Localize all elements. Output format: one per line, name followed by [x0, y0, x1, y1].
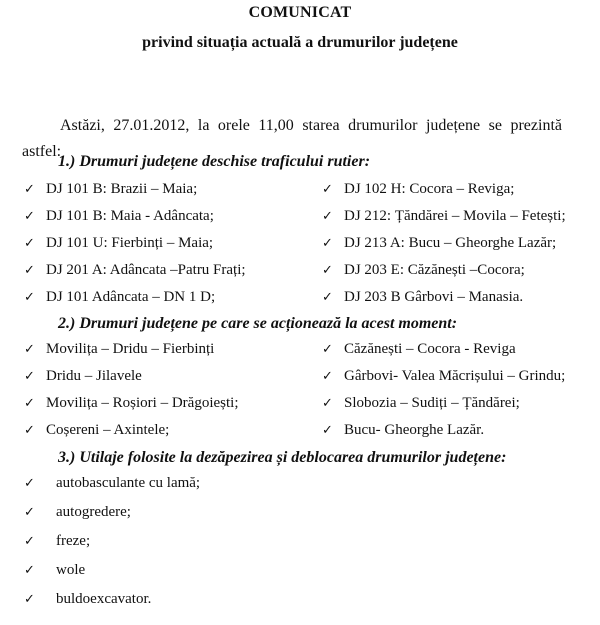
checkmark-icon: ✓ — [24, 476, 35, 491]
list-item: ✓ Movilița – Roșiori – Drăgoiești; — [24, 390, 239, 417]
checkmark-icon: ✓ — [322, 396, 333, 411]
list-item: ✓ freze; — [24, 527, 200, 556]
checkmark-icon: ✓ — [322, 182, 333, 197]
section1-left-list — [24, 176, 246, 311]
checkmark-icon: ✓ — [24, 396, 35, 411]
list-item: ✓ buldoexcavator. — [24, 585, 200, 614]
list-item: ✓ DJ 102 H: Cocora – Reviga; — [322, 176, 566, 203]
list-item: ✓ DJ 203 E: Căzănești –Cocora; — [322, 257, 566, 284]
checkmark-icon: ✓ — [322, 369, 333, 384]
list-item: ✓ DJ 101 B: Maia - Adâncata; — [24, 203, 246, 230]
section1-right-list — [322, 176, 566, 311]
list-item: ✓ autogredere; — [24, 498, 200, 527]
list-item: ✓ DJ 213 A: Bucu – Gheorghe Lazăr; — [322, 230, 566, 257]
list-item: ✓ DJ 212: Țăndărei – Movila – Fetești; — [322, 203, 566, 230]
checkmark-icon: ✓ — [322, 236, 333, 251]
intro-paragraph: Astăzi, 27.01.2012, la orele 11,00 starea drumurilor județene se prezintă astfel: — [22, 117, 562, 160]
section2-right-list — [322, 336, 565, 444]
list-item: ✓ DJ 203 B Gârbovi – Manasia. — [322, 284, 566, 311]
checkmark-icon: ✓ — [24, 563, 35, 578]
checkmark-icon: ✓ — [24, 505, 35, 520]
checkmark-icon: ✓ — [322, 423, 333, 438]
section2-heading: 2.) Drumuri județene pe care se acționează la acest moment: — [58, 315, 458, 332]
document-subtitle: privind situația actuală a drumurilor județene — [142, 34, 458, 51]
checkmark-icon: ✓ — [24, 534, 35, 549]
document-title: COMUNICAT — [248, 4, 352, 21]
list-item: ✓ Căzănești – Cocora - Reviga — [322, 336, 565, 363]
list-item: ✓ DJ 201 A: Adâncata –Patru Frați; — [24, 257, 246, 284]
list-item: ✓ Gârbovi- Valea Măcrișului – Grindu; — [322, 363, 565, 390]
list-item: ✓ Bucu- Gheorghe Lazăr. — [322, 417, 565, 444]
list-item: ✓ wole — [24, 556, 200, 585]
section3-heading: 3.) Utilaje folosite la dezăpezirea și deblocarea drumurilor județene: — [58, 449, 507, 466]
list-item: ✓ Movilița – Dridu – Fierbinți — [24, 336, 239, 363]
checkmark-icon: ✓ — [24, 423, 35, 438]
list-item: ✓ DJ 101 U: Fierbinți – Maia; — [24, 230, 246, 257]
checkmark-icon: ✓ — [24, 182, 35, 197]
section2-left-list — [24, 336, 239, 444]
list-item: ✓ Slobozia – Sudiți – Țăndărei; — [322, 390, 565, 417]
section3-list — [24, 469, 200, 614]
checkmark-icon: ✓ — [24, 592, 35, 607]
list-item: ✓ Coșereni – Axintele; — [24, 417, 239, 444]
checkmark-icon: ✓ — [322, 290, 333, 305]
checkmark-icon: ✓ — [24, 342, 35, 357]
list-item: ✓ autobasculante cu lamă; — [24, 469, 200, 498]
checkmark-icon: ✓ — [24, 290, 35, 305]
checkmark-icon: ✓ — [24, 263, 35, 278]
list-item: ✓ Dridu – Jilavele — [24, 363, 239, 390]
list-item: ✓ DJ 101 B: Brazii – Maia; — [24, 176, 246, 203]
checkmark-icon: ✓ — [24, 236, 35, 251]
checkmark-icon: ✓ — [322, 263, 333, 278]
list-item: ✓ DJ 101 Adâncata – DN 1 D; — [24, 284, 246, 311]
checkmark-icon: ✓ — [322, 209, 333, 224]
section1-heading: 1.) Drumuri județene deschise traficului rutier: — [58, 153, 371, 170]
checkmark-icon: ✓ — [322, 342, 333, 357]
checkmark-icon: ✓ — [24, 369, 35, 384]
checkmark-icon: ✓ — [24, 209, 35, 224]
